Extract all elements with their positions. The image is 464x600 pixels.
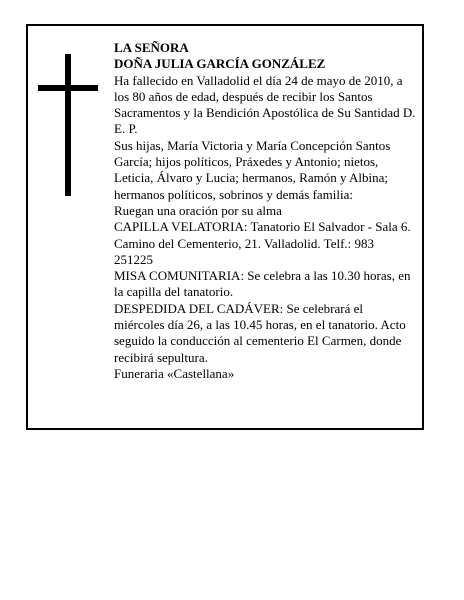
heading-title: LA SEÑORA [114,40,189,55]
obituary-text [114,40,416,382]
funeral-home: Funeraria «Castellana» [114,365,235,381]
death-announcement: Ha fallecido en Valladolid el día 24 de mayo de 2010, a los 80 años de edad, después de recibir los Santos Sacramentos y la Bendición Apostólica de Su Santidad D. E. P. [114,72,416,137]
family-list: Sus hijas, María Victoria y María Concepción Santos García; hijos políticos, Práxedes y Antonio; nietos, Leticia, Álvaro y Lucia; hermanos, Ramón y Albina; hermanos políticos, sobrinos y demás familia: [114,137,391,202]
prayer-request: Ruegan una oración por su alma [114,202,282,218]
deceased-name: DOÑA JULIA GARCÍA GONZÁLEZ [114,56,326,72]
mass-info: MISA COMUNITARIA: Se celebra a las 10.30 horas, en la capilla del tanatorio. [114,268,411,300]
chapel-info: CAPILLA VELATORIA: Tanatorio El Salvador - Sala 6. [114,219,411,235]
cross-vertical-bar [65,54,71,196]
farewell-info: DESPEDIDA DEL CADÁVER: Se celebrará el miércoles día 26, a las 10.45 horas, en el tanatorio. Acto seguido la conducción al cementerio El Carmen, donde recibirá sepultura. [114,300,406,365]
latin-cross-icon [38,54,98,196]
cross-horizontal-bar [38,85,98,91]
address-phone: Camino del Cementerio, 21. Valladolid. Telf.: 983 251225 [114,235,375,267]
